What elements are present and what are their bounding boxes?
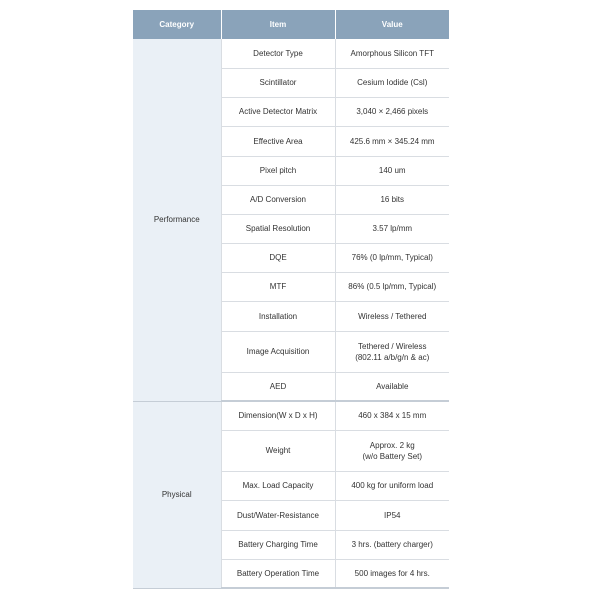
item-cell — [221, 401, 335, 430]
item-label: Weight — [265, 446, 291, 455]
value-label: Wireless / Tethered — [358, 311, 427, 321]
value-cell — [335, 430, 449, 471]
value-cell — [335, 97, 449, 126]
item-cell — [221, 214, 335, 243]
table-row — [133, 39, 449, 68]
spec-table — [133, 10, 449, 589]
value-label: Approx. 2 kg (w/o Battery Set) — [362, 440, 423, 461]
item-label: Image Acquisition — [246, 347, 310, 356]
value-cell — [335, 243, 449, 272]
item-cell — [221, 530, 335, 559]
value-label: 140 um — [378, 166, 406, 175]
item-label: Dust/Water-Resistance — [237, 510, 319, 520]
value-label: Available — [376, 381, 409, 391]
header-row — [133, 10, 449, 39]
value-label: 425.6 mm × 345.24 mm — [349, 136, 435, 146]
category-cell: Physical — [133, 401, 221, 588]
item-cell — [221, 97, 335, 126]
value-label: Tethered / Wireless (802.11 a/b/g/n & ac) — [355, 341, 430, 362]
value-cell — [335, 372, 449, 401]
item-cell — [221, 126, 335, 156]
item-label: Installation — [258, 311, 298, 321]
value-label: 76% (0 lp/mm, Typical) — [351, 253, 433, 262]
item-label: Dimension(W x D x H) — [238, 411, 318, 421]
item-label: DQE — [269, 253, 287, 262]
item-label: MTF — [269, 282, 287, 291]
header-value: Value — [335, 10, 449, 39]
value-label: 500 images for 4 hrs. — [354, 568, 430, 578]
item-label: Battery Charging Time — [238, 540, 318, 549]
value-cell — [335, 185, 449, 214]
value-cell — [335, 500, 449, 530]
header-item: Item — [221, 10, 335, 39]
item-cell — [221, 243, 335, 272]
item-cell — [221, 430, 335, 471]
item-label: Effective Area — [253, 136, 303, 146]
value-cell — [335, 301, 449, 331]
item-label: Max. Load Capacity — [242, 481, 314, 490]
value-cell — [335, 471, 449, 500]
value-cell — [335, 331, 449, 372]
value-cell — [335, 272, 449, 301]
item-cell — [221, 185, 335, 214]
category-cell: Performance — [133, 39, 221, 401]
value-label: 460 x 384 x 15 mm — [358, 411, 427, 421]
item-cell — [221, 272, 335, 301]
value-label: 86% (0.5 lp/mm, Typical) — [348, 282, 437, 291]
item-label: Detector Type — [253, 48, 303, 58]
item-label: Battery Operation Time — [236, 568, 320, 578]
value-cell — [335, 559, 449, 588]
item-cell — [221, 39, 335, 68]
value-cell — [335, 530, 449, 559]
item-cell — [221, 372, 335, 401]
header-category: Category — [133, 10, 221, 39]
item-label: AED — [269, 381, 287, 391]
item-cell — [221, 301, 335, 331]
value-cell — [335, 401, 449, 430]
table-header — [133, 10, 449, 39]
item-cell — [221, 331, 335, 372]
value-cell — [335, 156, 449, 185]
value-label: Cesium Iodide (Csl) — [357, 78, 428, 87]
item-cell — [221, 471, 335, 500]
table-row — [133, 401, 449, 430]
item-cell — [221, 559, 335, 588]
value-cell — [335, 39, 449, 68]
value-label: 3.57 lp/mm — [372, 224, 413, 233]
item-cell — [221, 500, 335, 530]
item-cell — [221, 68, 335, 97]
value-label: Amorphous Silicon TFT — [350, 48, 434, 58]
value-cell — [335, 68, 449, 97]
value-label: IP54 — [384, 510, 401, 520]
item-label: Spatial Resolution — [245, 224, 311, 233]
value-label: 3 hrs. (battery charger) — [351, 540, 433, 549]
item-label: Pixel pitch — [259, 166, 297, 175]
table-body — [133, 39, 449, 588]
value-cell — [335, 126, 449, 156]
value-cell — [335, 214, 449, 243]
value-label: 16 bits — [380, 195, 405, 204]
item-label: Active Detector Matrix — [238, 107, 318, 116]
item-label: A/D Conversion — [249, 195, 307, 204]
item-cell — [221, 156, 335, 185]
item-label: Scintillator — [259, 78, 297, 87]
value-label: 3,040 × 2,466 pixels — [356, 107, 429, 116]
value-label: 400 kg for uniform load — [351, 481, 434, 490]
